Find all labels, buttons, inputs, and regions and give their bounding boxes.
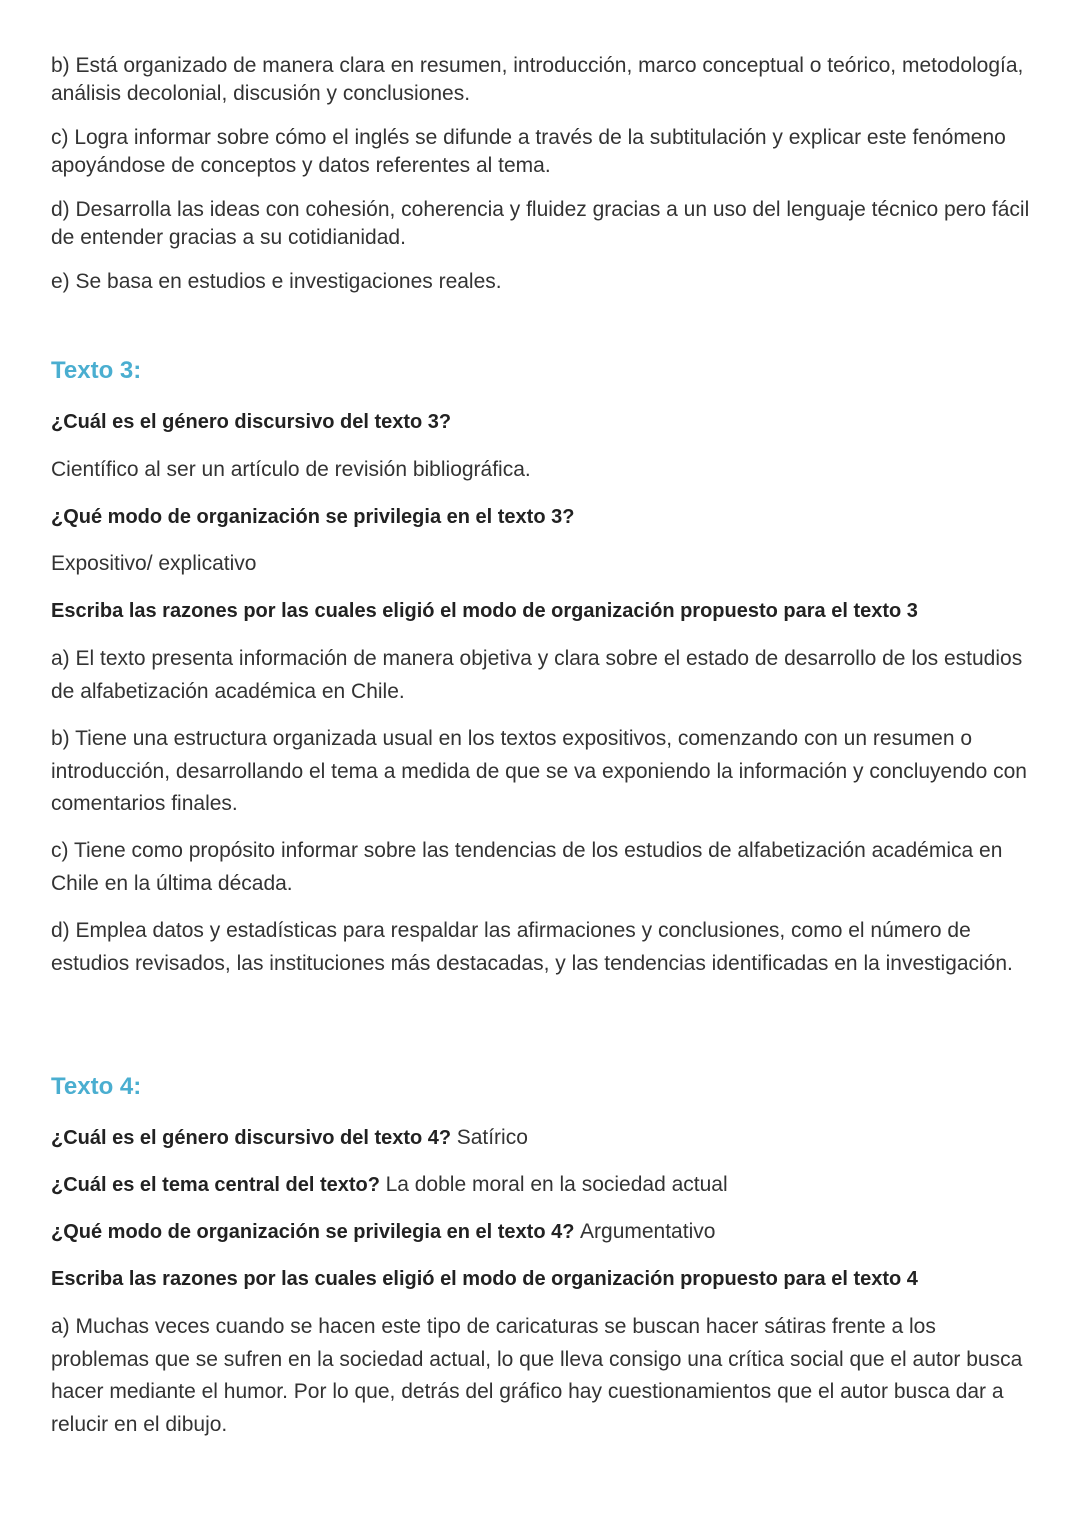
texto4-genre-line (51, 1124, 1036, 1152)
texto3-reason-a: a) El texto presenta información de manera objetiva y clara sobre el estado de desarrollo de los estudios de alfabetización académica en Chile. (51, 647, 1023, 703)
texto3-reason-d: d) Emplea datos y estadísticas para respaldar las afirmaciones y conclusiones, como el número de estudios revisados, las instituciones más destacadas, y las tendencias identificadas en la investigación. (51, 919, 1013, 975)
texto3-question-mode: ¿Qué modo de organización se privilegia en el texto 3? (51, 506, 575, 528)
texto4-theme-line (51, 1171, 1036, 1199)
texto3-heading: Texto 3: (51, 357, 142, 384)
texto4-question-reasons: Escriba las razones por las cuales eligió el modo de organización propuesto para el texto 4 (51, 1268, 918, 1290)
texto4-mode-line (51, 1218, 1036, 1246)
texto4-answer-theme: La doble moral en la sociedad actual (385, 1173, 728, 1196)
texto4-reason-a: a) Muchas veces cuando se hacen este tipo de caricaturas se buscan hacer sátiras frente a los problemas que se sufren en la sociedad actual, lo que lleva consigo una crítica social que el autor busca hacer mediante el humor. Por lo que, detrás del gráfico hay cuestionamientos que el autor busca dar a relucir en el dibujo. (51, 1315, 1023, 1436)
texto3-answer-mode: Expositivo/ explicativo (51, 552, 257, 575)
intro-item-d: d) Desarrolla las ideas con cohesión, coherencia y fluidez gracias a un uso del lenguaje técnico pero fácil de entender gracias a su cotidianidad. (51, 198, 1030, 249)
texto4-question-genre: ¿Cuál es el género discursivo del texto 4? (51, 1127, 452, 1149)
intro-item-b: b) Está organizado de manera clara en resumen, introducción, marco conceptual o teórico, metodología, análisis decolonial, discusión y conclusiones. (51, 54, 1024, 105)
texto3-reason-b: b) Tiene una estructura organizada usual en los textos expositivos, comenzando con un resumen o introducción, desarrollando el tema a medida de que se va exponiendo la información y concluyendo con comentarios finales. (51, 727, 1027, 815)
texto4-heading: Texto 4: (51, 1073, 142, 1100)
texto3-question-genre: ¿Cuál es el género discursivo del texto 3? (51, 411, 452, 433)
document-page (51, 0, 1036, 1527)
texto4-answer-genre: Satírico (456, 1126, 528, 1149)
texto4-question-theme: ¿Cuál es el tema central del texto? (51, 1174, 380, 1196)
texto3-answer-genre: Científico al ser un artículo de revisión bibliográfica. (51, 458, 531, 481)
texto4-question-mode: ¿Qué modo de organización se privilegia en el texto 4? (51, 1221, 575, 1243)
intro-item-e: e) Se basa en estudios e investigaciones reales. (51, 270, 502, 293)
texto3-question-reasons: Escriba las razones por las cuales eligió el modo de organización propuesto para el texto 3 (51, 600, 918, 622)
texto3-reason-c: c) Tiene como propósito informar sobre las tendencias de los estudios de alfabetización académica en Chile en la última década. (51, 839, 1003, 895)
intro-item-c: c) Logra informar sobre cómo el inglés se difunde a través de la subtitulación y explicar este fenómeno apoyándose de conceptos y datos referentes al tema. (51, 126, 1006, 177)
texto4-answer-mode: Argumentativo (580, 1220, 716, 1243)
